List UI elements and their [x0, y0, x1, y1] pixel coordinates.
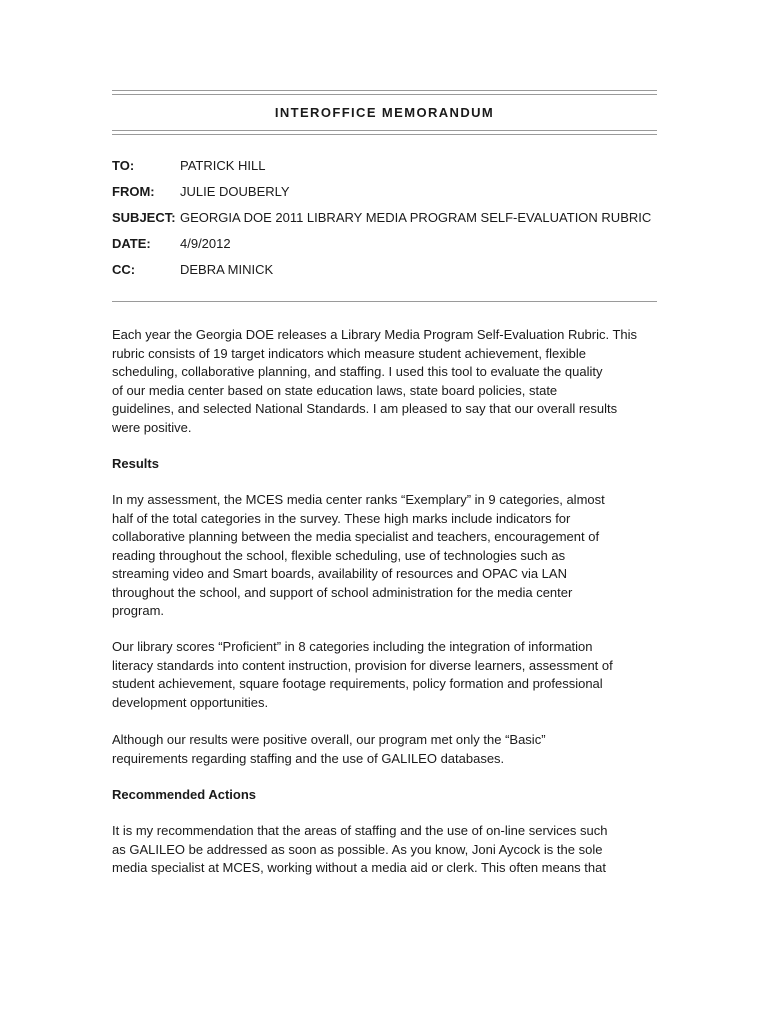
paragraph-line: Our library scores “Proficient” in 8 categories including the integration of information	[112, 639, 593, 654]
paragraph-line: In my assessment, the MCES media center ranks “Exemplary” in 9 categories, almost	[112, 492, 605, 507]
paragraph-line: scheduling, collaborative planning, and staffing. I used this tool to evaluate the quality	[112, 364, 603, 379]
paragraph-line: Although our results were positive overall, our program met only the “Basic”	[112, 732, 546, 747]
cc-label: CC:	[112, 262, 136, 277]
paragraph-line: literacy standards into content instruction, provision for diverse learners, assessment of	[112, 657, 613, 673]
paragraph-line: streaming video and Smart boards, availability of resources and OPAC via LAN	[112, 566, 567, 581]
date-row	[112, 235, 657, 253]
title-divider	[112, 130, 657, 135]
subject-value: GEORGIA DOE 2011 LIBRARY MEDIA PROGRAM SELF-EVALUATION RUBRIC	[180, 210, 652, 225]
to-row	[112, 157, 657, 175]
from-value: JULIE DOUBERLY	[180, 184, 290, 199]
subject-label: SUBJECT:	[112, 210, 176, 225]
header-divider	[112, 301, 657, 302]
paragraph-line: as GALILEO be addressed as soon as possible. As you know, Joni Aycock is the sole	[112, 841, 603, 857]
exemplary-paragraph	[112, 491, 657, 621]
intro-paragraph	[112, 326, 657, 437]
cc-row	[112, 261, 657, 279]
paragraph-line: were positive.	[112, 419, 192, 435]
results-heading: Results	[112, 456, 159, 471]
paragraph-line: requirements regarding staffing and the use of GALILEO databases.	[112, 750, 505, 766]
paragraph-line: collaborative planning between the media specialist and teachers, encouragement of	[112, 529, 600, 544]
paragraph-line: rubric consists of 19 target indicators which measure student achievement, flexible	[112, 345, 587, 361]
paragraph-line: reading throughout the school, flexible scheduling, use of technologies such as	[112, 547, 566, 563]
paragraph-line: of our media center based on state education laws, state board policies, state	[112, 382, 558, 398]
paragraph-line: guidelines, and selected National Standards. I am pleased to say that our overall results	[112, 401, 618, 416]
paragraph-line: student achievement, square footage requirements, policy formation and professional	[112, 676, 603, 691]
date-label: DATE:	[112, 236, 151, 251]
paragraph-line: media specialist at MCES, working without a media aid or clerk. This often means that	[112, 860, 606, 875]
paragraph-line: development opportunities.	[112, 694, 269, 710]
date-value: 4/9/2012	[180, 236, 231, 251]
subject-row	[112, 209, 657, 227]
paragraph-line: throughout the school, and support of school administration for the media center	[112, 584, 573, 600]
memo-title: INTEROFFICE MEMORANDUM	[274, 105, 495, 120]
cc-value: DEBRA MINICK	[180, 262, 274, 277]
paragraph-line: Each year the Georgia DOE releases a Library Media Program Self-Evaluation Rubric. This	[112, 327, 638, 342]
paragraph-line: program.	[112, 603, 165, 618]
paragraph-line: It is my recommendation that the areas of staffing and the use of on-line services such	[112, 823, 608, 838]
recommended-actions-heading: Recommended Actions	[112, 787, 256, 802]
proficient-paragraph	[112, 638, 657, 712]
from-row	[112, 183, 657, 201]
from-label: FROM:	[112, 184, 155, 199]
to-value: PATRICK HILL	[180, 158, 266, 173]
paragraph-line: half of the total categories in the survey. These high marks include indicators for	[112, 510, 571, 526]
recommendation-paragraph	[112, 822, 657, 878]
to-label: TO:	[112, 158, 135, 173]
basic-paragraph	[112, 731, 657, 768]
top-divider	[112, 90, 657, 95]
